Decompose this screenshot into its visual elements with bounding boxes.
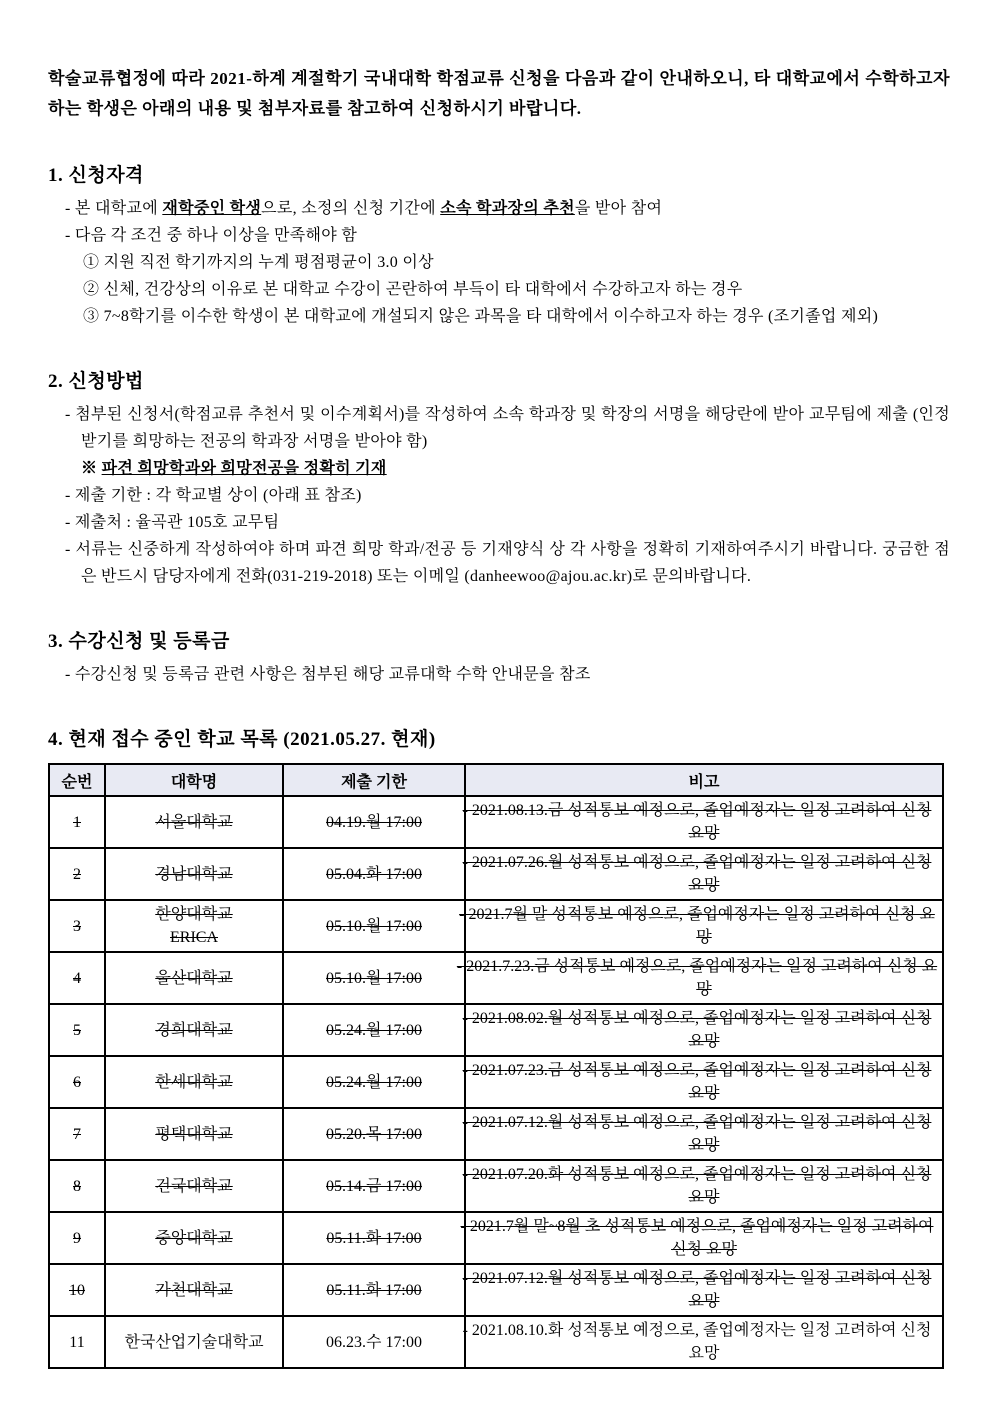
section1-title: 1. 신청자격 xyxy=(48,165,144,186)
col-header-deadline: 제출 기한 xyxy=(283,764,465,796)
numbered-sub-item: ③ 7~8학기를 이수한 학생이 본 대학교에 개설되지 않은 과목을 타 대학에서 이수하고자 하는 경우 (조기졸업 제외) xyxy=(83,308,879,325)
cell-university: 한세대학교 xyxy=(105,1056,283,1108)
cell-note: - 2021.08.02.월 성적통보 예정으로, 졸업예정자는 일정 고려하여 신청 요망 xyxy=(465,1004,943,1056)
section2-title: 2. 신청방법 xyxy=(48,371,144,392)
cell-note: - 2021.07.23.금 성적통보 예정으로, 졸업예정자는 일정 고려하여 신청 요망 xyxy=(465,1056,943,1108)
list-item: - 다음 각 조건 중 하나 이상을 만족해야 함 xyxy=(65,227,358,244)
school-table xyxy=(48,763,944,1369)
section-eligibility xyxy=(48,160,950,330)
cell-note: - 2021.7.23.금 성적통보 예정으로, 졸업예정자는 일정 고려하여 신청 요망 xyxy=(465,952,943,1004)
cell-university: 울산대학교 xyxy=(105,952,283,1004)
cell-university: 한국산업기술대학교 xyxy=(105,1316,283,1368)
table-row xyxy=(49,1316,943,1368)
section-how-to-apply xyxy=(48,366,950,590)
section-registration-tuition xyxy=(48,626,950,688)
note-text: 파견 희망학과와 희망전공을 정확히 기재 xyxy=(101,460,387,477)
col-header-note: 비고 xyxy=(465,764,943,796)
table-row xyxy=(49,848,943,900)
cell-deadline: 05.14.금 17:00 xyxy=(283,1160,465,1212)
list-item: - 수강신청 및 등록금 관련 사항은 첨부된 해당 교류대학 수학 안내문을 참조 xyxy=(65,666,591,683)
cell-deadline: 05.11.화 17:00 xyxy=(283,1264,465,1316)
section3-title: 3. 수강신청 및 등록금 xyxy=(48,631,230,652)
cell-note: - 2021.07.12.월 성적통보 예정으로, 졸업예정자는 일정 고려하여 신청 요망 xyxy=(465,1108,943,1160)
cell-no: 1 xyxy=(49,796,105,848)
list-item: - 제출처 : 율곡관 105호 교무팀 xyxy=(65,514,280,531)
cell-no: 2 xyxy=(49,848,105,900)
cell-university: 평택대학교 xyxy=(105,1108,283,1160)
cell-note: - 2021.07.12.월 성적통보 예정으로, 졸업예정자는 일정 고려하여 신청 요망 xyxy=(465,1264,943,1316)
section4-title: 4. 현재 접수 중인 학교 목록 (2021.05.27. 현재) xyxy=(48,729,436,750)
important-note xyxy=(81,455,950,482)
table-row xyxy=(49,1264,943,1316)
cell-deadline: 04.19.월 17:00 xyxy=(283,796,465,848)
cell-note: - 2021.08.10.화 성적통보 예정으로, 졸업예정자는 일정 고려하여 신청 요망 xyxy=(465,1316,943,1368)
cell-deadline: 05.11.화 17:00 xyxy=(283,1212,465,1264)
cell-no: 10 xyxy=(49,1264,105,1316)
cell-university: 경희대학교 xyxy=(105,1004,283,1056)
cell-no: 3 xyxy=(49,900,105,952)
cell-no: 8 xyxy=(49,1160,105,1212)
table-row xyxy=(49,796,943,848)
cell-university: 한양대학교 ERICA xyxy=(105,900,283,952)
reference-mark: ※ xyxy=(81,460,102,477)
cell-note: - 2021.7월 말 성적통보 예정으로, 졸업예정자는 일정 고려하여 신청 요망 xyxy=(465,900,943,952)
table-row xyxy=(49,1056,943,1108)
cell-note: - 2021.7월 말~8월 초 성적통보 예정으로, 졸업예정자는 일정 고려하여 신청 요망 xyxy=(465,1212,943,1264)
cell-no: 7 xyxy=(49,1108,105,1160)
cell-deadline: 05.10.월 17:00 xyxy=(283,952,465,1004)
col-header-university: 대학명 xyxy=(105,764,283,796)
list-item: - 제출 기한 : 각 학교별 상이 (아래 표 참조) xyxy=(65,487,362,504)
item-text: - 본 대학교에 xyxy=(65,200,163,217)
item-text: 으로, 소정의 신청 기간에 xyxy=(261,200,441,217)
cell-deadline: 06.23.수 17:00 xyxy=(283,1316,465,1368)
cell-note: - 2021.08.13.금 성적통보 예정으로, 졸업예정자는 일정 고려하여 신청 요망 xyxy=(465,796,943,848)
table-header-row xyxy=(49,764,943,796)
list-item: - 서류는 신중하게 작성하여야 하며 파견 희망 학과/전공 등 기재양식 상 각 사항을 정확히 기재하여주시기 바랍니다. 궁금한 점은 반드시 담당자에게 전화(031-219-2018) 또는 이메일 (danheewoo@ajou.ac.kr)로 문의바랍니다. xyxy=(65,541,950,585)
table-row xyxy=(49,1108,943,1160)
cell-deadline: 05.24.월 17:00 xyxy=(283,1004,465,1056)
cell-no: 5 xyxy=(49,1004,105,1056)
list-item xyxy=(65,195,950,222)
intro-paragraph: 학술교류협정에 따라 2021-하계 계절학기 국내대학 학점교류 신청을 다음과 같이 안내하오니, 타 대학교에서 수학하고자 하는 학생은 아래의 내용 및 첨부자료를 참고하여 신청하시기 바랍니다. xyxy=(48,69,950,118)
cell-deadline: 05.20.목 17:00 xyxy=(283,1108,465,1160)
table-row xyxy=(49,1004,943,1056)
table-row xyxy=(49,952,943,1004)
cell-no: 4 xyxy=(49,952,105,1004)
item-text: 을 받아 참여 xyxy=(574,200,663,217)
cell-deadline: 05.24.월 17:00 xyxy=(283,1056,465,1108)
cell-university: 중앙대학교 xyxy=(105,1212,283,1264)
col-header-no: 순번 xyxy=(49,764,105,796)
cell-deadline: 05.04.화 17:00 xyxy=(283,848,465,900)
table-row xyxy=(49,1212,943,1264)
list-item: - 첨부된 신청서(학점교류 추천서 및 이수계획서)를 작성하여 소속 학과장 및 학장의 서명을 해당란에 받아 교무팀에 제출 (인정받기를 희망하는 전공의 학과장 서명을 받아야 함) xyxy=(65,406,950,450)
cell-university: 서울대학교 xyxy=(105,796,283,848)
emphasized-text: 재학중인 학생 xyxy=(162,200,262,217)
cell-university: 가천대학교 xyxy=(105,1264,283,1316)
cell-deadline: 05.10.월 17:00 xyxy=(283,900,465,952)
numbered-sub-item: ② 신체, 건강상의 이유로 본 대학교 수강이 곤란하여 부득이 타 대학에서 수강하고자 하는 경우 xyxy=(83,281,743,298)
emphasized-text: 소속 학과장의 추천 xyxy=(440,200,575,217)
table-row xyxy=(49,900,943,952)
cell-note: - 2021.07.26.월 성적통보 예정으로, 졸업예정자는 일정 고려하여 신청 요망 xyxy=(465,848,943,900)
cell-university: 경남대학교 xyxy=(105,848,283,900)
cell-no: 6 xyxy=(49,1056,105,1108)
cell-note: - 2021.07.20.화 성적통보 예정으로, 졸업예정자는 일정 고려하여 신청 요망 xyxy=(465,1160,943,1212)
cell-university: 건국대학교 xyxy=(105,1160,283,1212)
numbered-sub-item: ① 지원 직전 학기까지의 누계 평점평균이 3.0 이상 xyxy=(83,254,434,271)
cell-no: 11 xyxy=(49,1316,105,1368)
cell-no: 9 xyxy=(49,1212,105,1264)
table-row xyxy=(49,1160,943,1212)
section-school-list xyxy=(48,724,950,1369)
